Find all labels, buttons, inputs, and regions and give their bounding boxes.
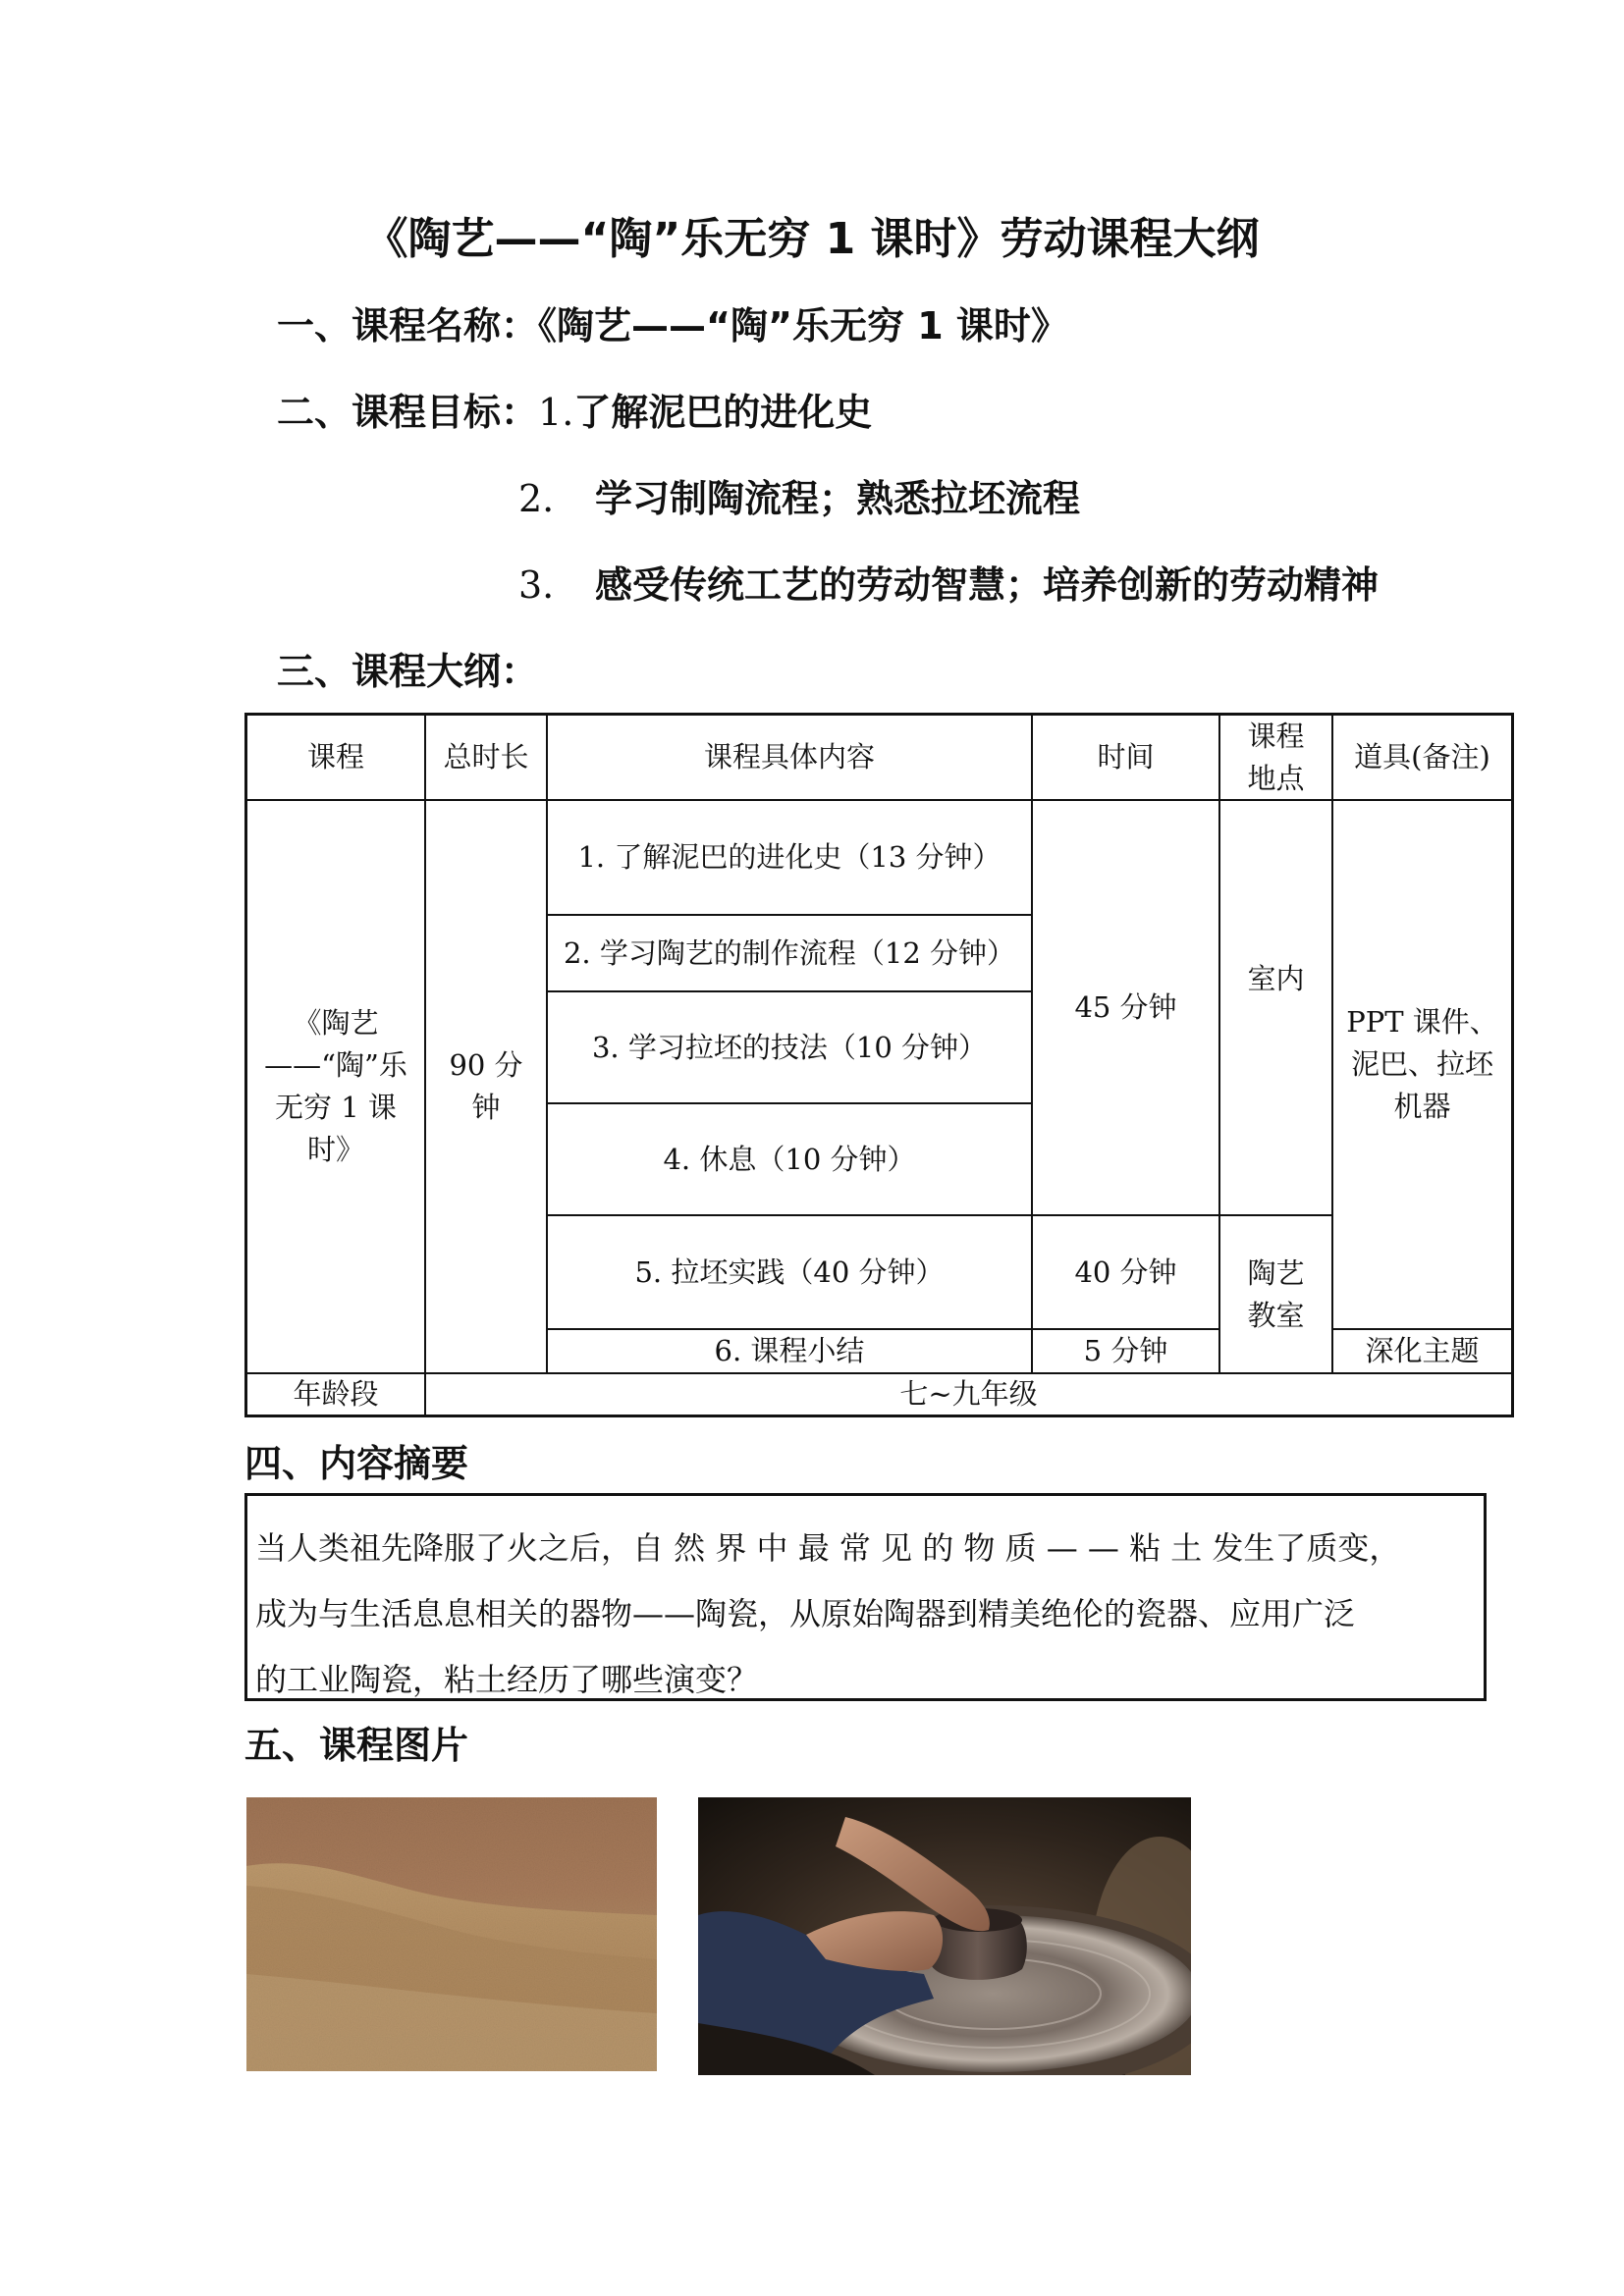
content-item-4: 4. 休息（10 分钟） <box>663 1142 916 1176</box>
goal-2-number: 2. <box>518 477 555 520</box>
header-course: 课程 <box>306 740 364 774</box>
goal-3 <box>518 558 1379 613</box>
time-cell-1: 45 分钟 <box>1074 990 1177 1024</box>
goal-1-number: 1. <box>538 391 574 434</box>
props-cell-1: PPT 课件、泥巴、拉坯机器 <box>1346 1005 1498 1123</box>
total-duration-cell: 90 分钟 <box>449 1048 523 1124</box>
content-item-1: 1. 了解泥巴的进化史（13 分钟） <box>577 840 1001 874</box>
time-cell-3: 5 分钟 <box>1083 1334 1168 1367</box>
summary-line-1: 当人类祖先降服了火之后，自 然 界 中 最 常 见 的 物 质 — — 粘 土 发生了质变， <box>255 1529 1401 1567</box>
goal-2 <box>518 471 1080 526</box>
summary-box <box>244 1493 1487 1701</box>
location-cell-1: 室内 <box>1247 962 1305 995</box>
header-content: 课程具体内容 <box>703 740 875 774</box>
content-item-3: 3. 学习拉坯的技法（10 分钟） <box>591 1030 987 1064</box>
clay-soil-photo <box>246 1797 657 2071</box>
section-syllabus-heading: 三、课程大纲： <box>277 650 539 693</box>
age-value-cell: 七~九年级 <box>899 1377 1038 1411</box>
course-name-label: 一、课程名称： <box>277 304 539 347</box>
age-label-cell: 年龄段 <box>293 1377 379 1411</box>
summary-line-2: 成为与生活息息相关的器物——陶瓷，从原始陶器到精美绝伦的瓷器、应用广泛 <box>255 1595 1356 1632</box>
section-summary-heading: 四、内容摘要 <box>244 1442 469 1485</box>
content-item-5: 5. 拉坯实践（40 分钟） <box>634 1255 945 1289</box>
location-cell-2: 陶艺教室 <box>1247 1255 1305 1332</box>
summary-line-3: 的工业陶瓷，粘土经历了哪些演变？ <box>255 1661 759 1698</box>
header-total-duration: 总时长 <box>443 740 529 774</box>
pottery-wheel-photo <box>698 1797 1191 2075</box>
syllabus-table <box>244 713 1514 1417</box>
section-course-name <box>277 298 1068 353</box>
time-cell-2: 40 分钟 <box>1074 1255 1177 1289</box>
goal-3-text: 感受传统工艺的劳动智慧；培养创新的劳动精神 <box>595 563 1380 607</box>
course-goals-label: 二、课程目标： <box>277 391 539 434</box>
content-item-6: 6. 课程小结 <box>714 1334 865 1367</box>
course-name-value: 《陶艺——“陶”乐无穷 1 课时》 <box>538 304 1068 347</box>
content-item-2: 2. 学习陶艺的制作流程（12 分钟） <box>563 935 1015 970</box>
header-time: 时间 <box>1097 740 1155 774</box>
goal-3-number: 3. <box>518 563 555 607</box>
props-cell-2: 深化主题 <box>1365 1334 1480 1367</box>
goal-2-text: 学习制陶流程；熟悉拉坯流程 <box>595 477 1081 520</box>
header-location: 课程地点 <box>1247 719 1305 795</box>
page-title: 《陶艺——“陶”乐无穷 1 课时》劳动课程大纲 <box>364 214 1260 264</box>
goal-1-text: 了解泥巴的进化史 <box>573 391 873 434</box>
course-name-cell: 《陶艺——“陶”乐无穷 1 课时》 <box>264 1006 407 1166</box>
header-props: 道具(备注) <box>1354 740 1490 774</box>
section-photos-heading: 五、课程图片 <box>244 1724 469 1767</box>
section-course-goals <box>277 385 872 440</box>
